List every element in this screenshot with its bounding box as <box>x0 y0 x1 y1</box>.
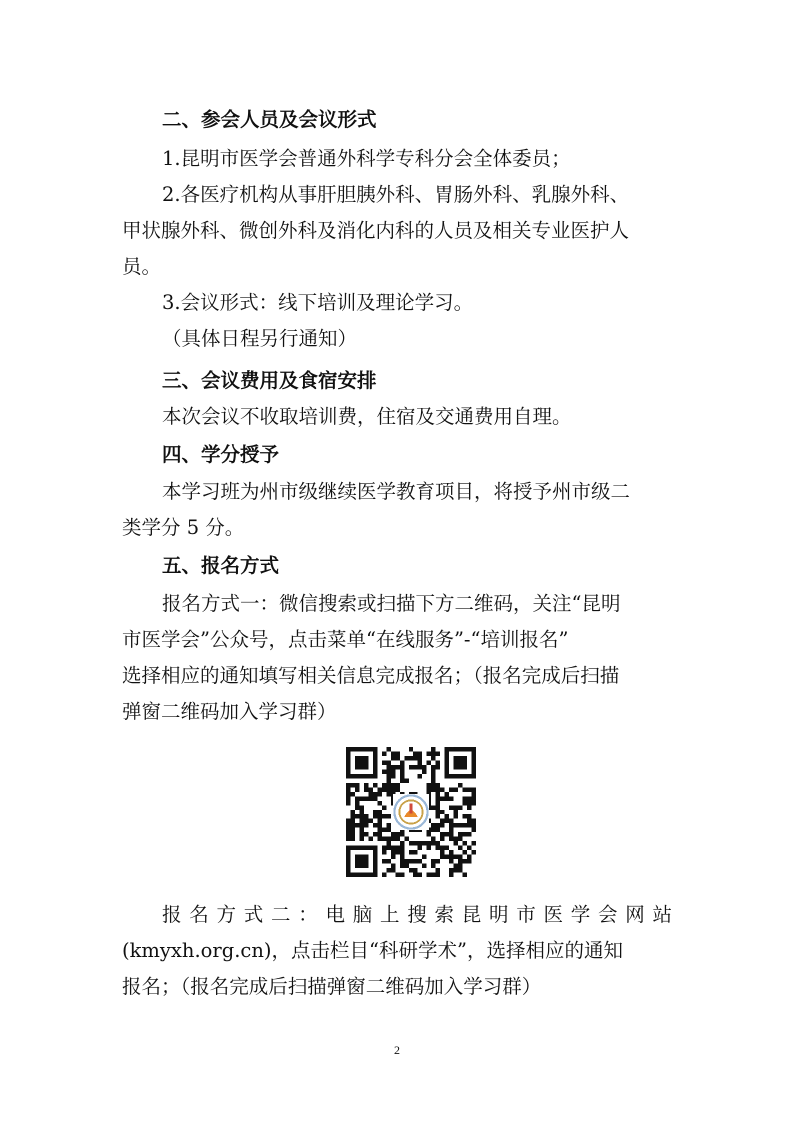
registration-method-2-line-2: (kmyxh.org.cn)，点击栏目“科研学术”，选择相应的通知 <box>122 939 623 962</box>
page-number: 2 <box>394 1043 400 1057</box>
attendee-item-2-line-3: 员。 <box>122 255 162 278</box>
fees-text: 本次会议不收取培训费，住宿及交通费用自理。 <box>162 405 572 428</box>
credits-text-line-1: 本学习班为州市级继续医学教育项目，将授予州市级二 <box>162 480 631 503</box>
registration-method-1-line-4: 弹窗二维码加入学习群） <box>122 700 337 723</box>
credits-text-line-2: 类学分 5 分。 <box>122 516 245 539</box>
attendee-item-1: 1.昆明市医学会普通外科学专科分会全体委员； <box>162 147 571 170</box>
section-heading-credits: 四、学分授予 <box>162 443 280 466</box>
section-heading-registration: 五、报名方式 <box>162 554 280 577</box>
medical-association-logo-icon <box>394 795 427 828</box>
section-heading-attendees: 二、参会人员及会议形式 <box>162 108 377 131</box>
registration-method-2-line-1: 报名方式二：电脑上搜索昆明市医学会网站 <box>162 903 672 926</box>
qr-code-icon[interactable] <box>346 747 476 877</box>
schedule-note: （具体日程另行通知） <box>162 327 358 350</box>
section-heading-fees: 三、会议费用及食宿安排 <box>162 369 377 392</box>
attendee-item-2-line-1: 2.各医疗机构从事肝胆胰外科、胃肠外科、乳腺外科、 <box>162 183 630 206</box>
meeting-format: 3.会议形式：线下培训及理论学习。 <box>162 291 474 314</box>
registration-method-1-line-1: 报名方式一：微信搜索或扫描下方二维码，关注“昆明 <box>162 592 621 615</box>
registration-method-1-line-3: 选择相应的通知填写相关信息完成报名；（报名完成后扫描 <box>122 664 620 687</box>
registration-method-1-line-2: 市医学会”公众号，点击菜单“在线服务”-“培训报名” <box>122 628 569 651</box>
registration-method-2-line-3: 报名；（报名完成后扫描弹窗二维码加入学习群） <box>122 975 542 998</box>
attendee-item-2-line-2: 甲状腺外科、微创外科及消化内科的人员及相关专业医护人 <box>122 219 630 242</box>
